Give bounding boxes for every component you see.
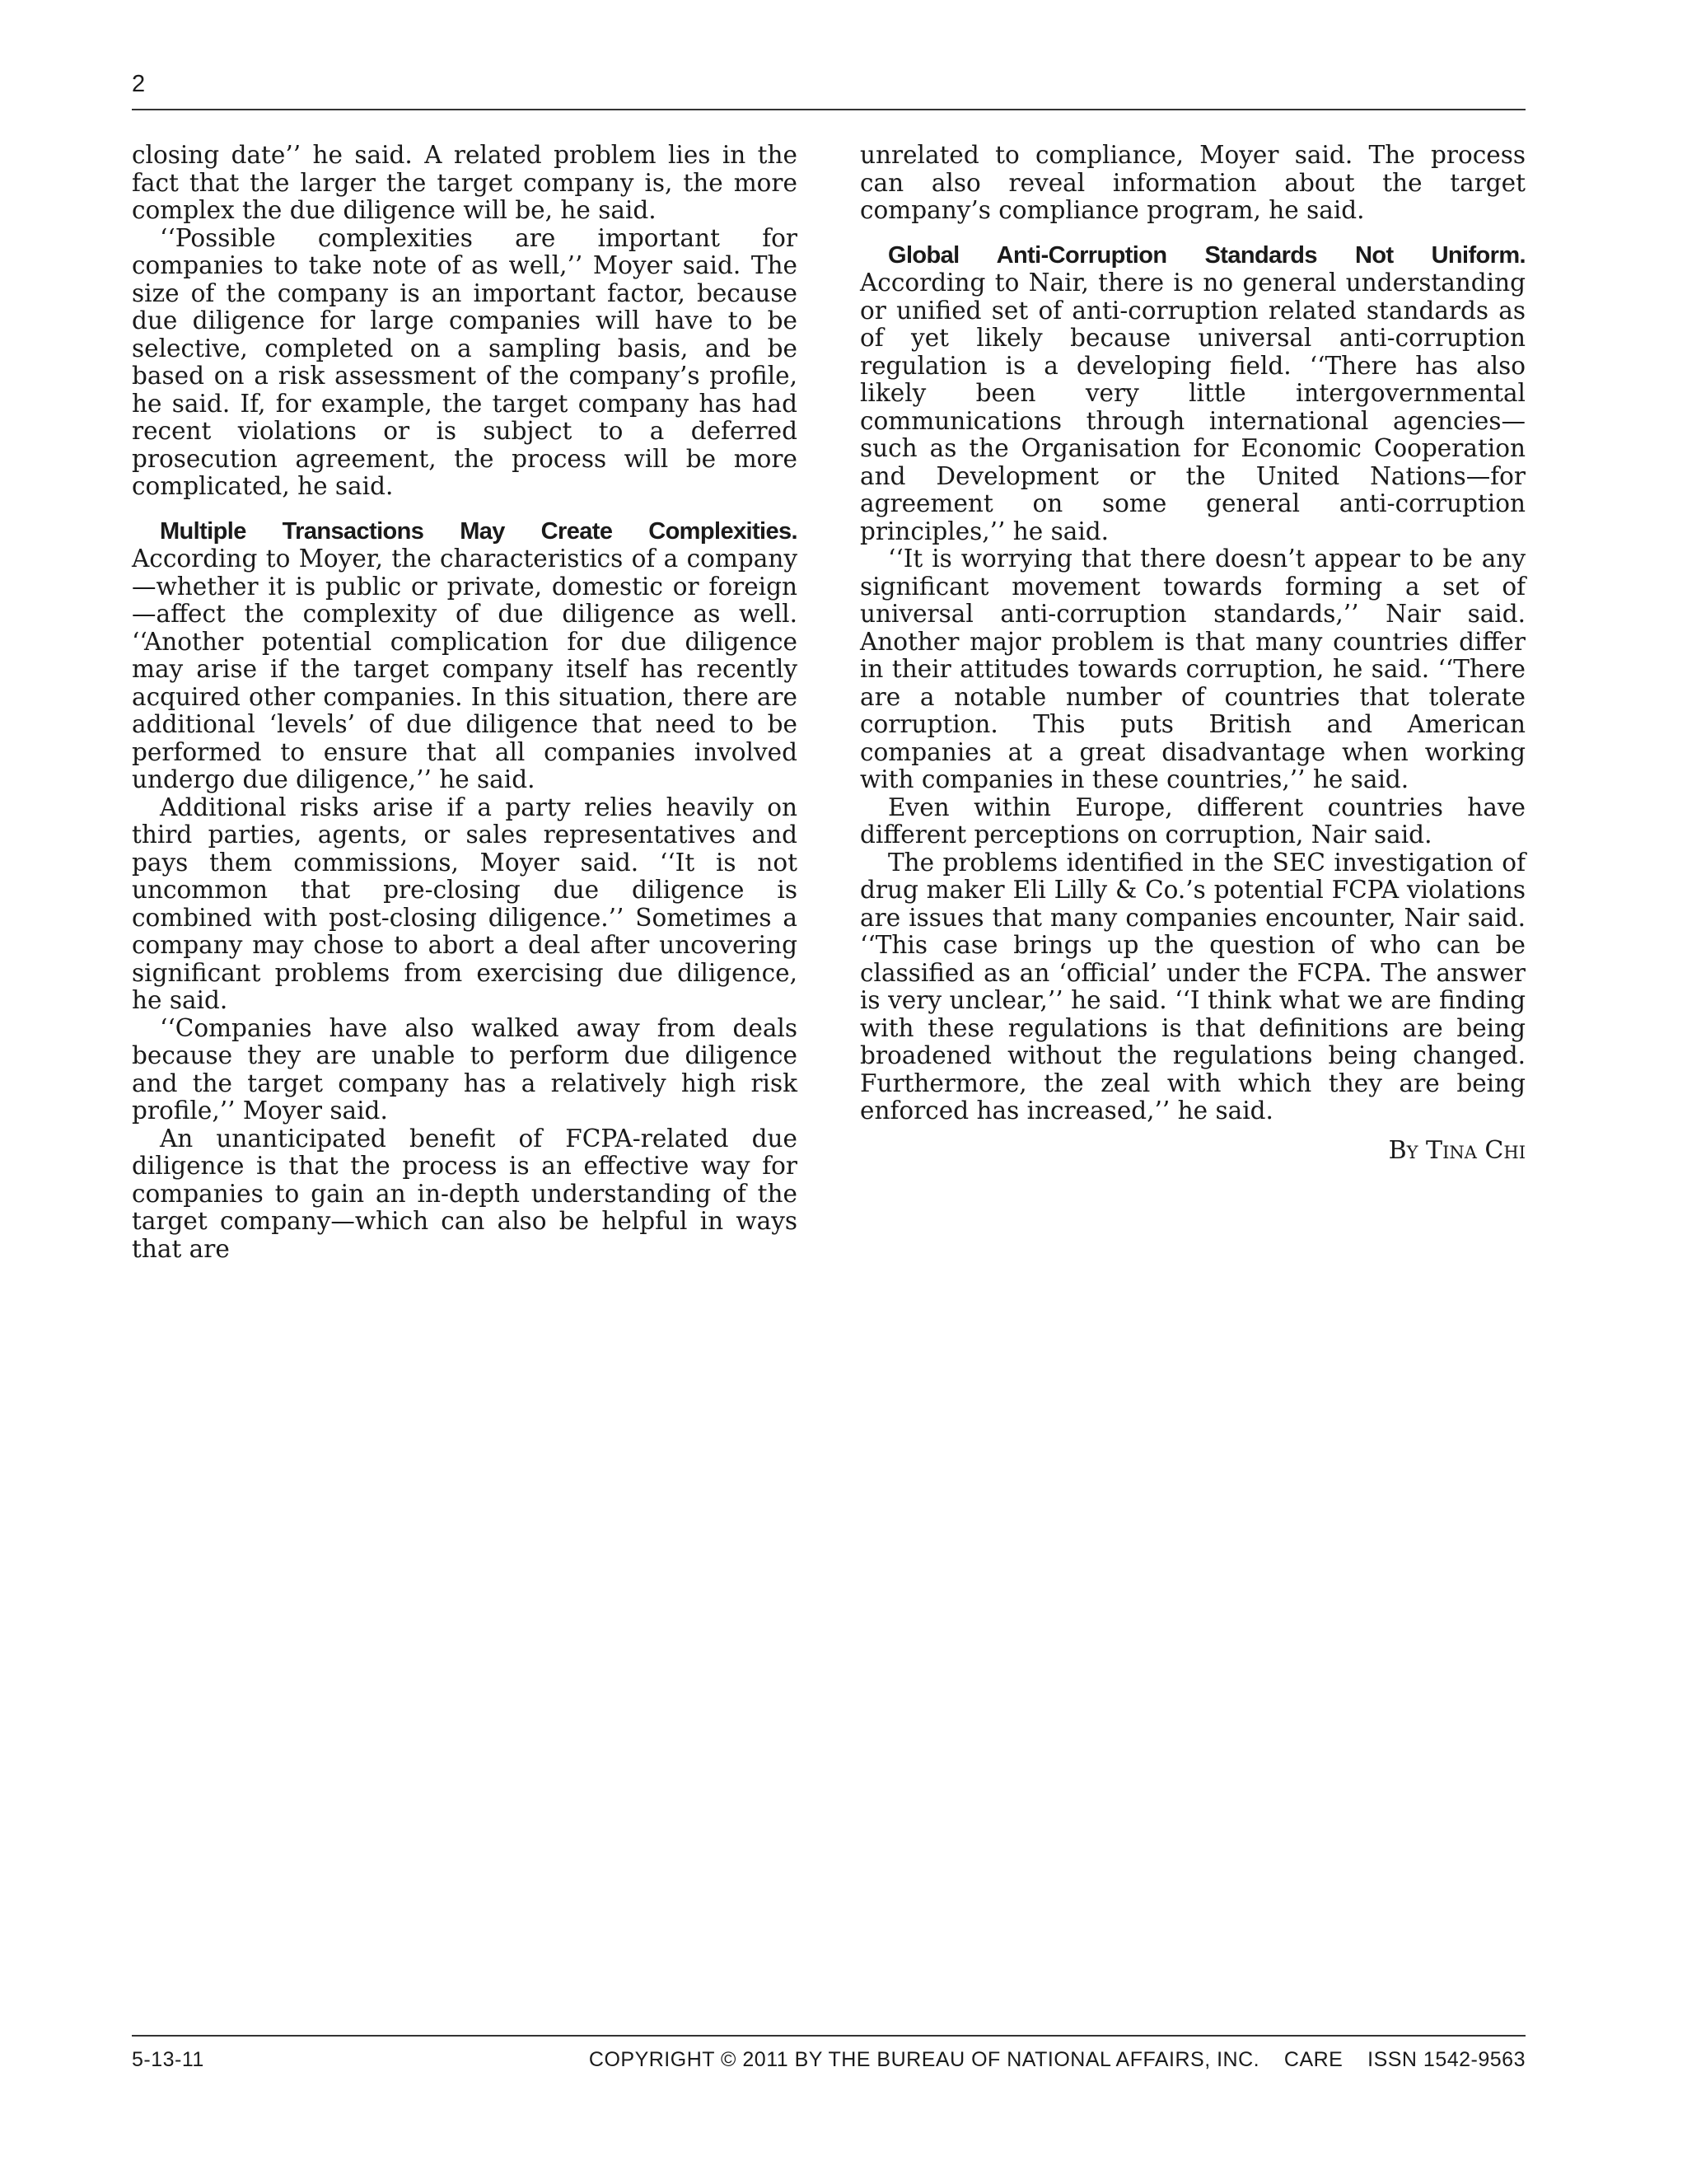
paragraph: ‘‘Companies have also walked away from deals because they are unable to perform due diligence and the target company has a relatively high risk profile,’’ Moyer said. — [132, 1013, 797, 1125]
section-paragraph — [860, 241, 1526, 546]
paragraph: ‘‘It is worrying that there doesn’t appear to be any significant movement towards forming a set of universal anti-corruption standards,’’ Nair said. Another major problem is that many countries differ in their attitudes towards corruption, he said. ‘‘There are a notable number of countries that tolerate corruption. This puts British and American companies at a great disadvantage when working with companies in these countries,’’ he said. — [860, 545, 1526, 793]
paragraph: Additional risks arise if a party relies heavily on third parties, agents, or sales representatives and pays them commissions, Moyer said. ‘‘It is not uncommon that pre-closing due diligence is combined with post-closing diligence.’’ Sometimes a company may chose to abort a deal after uncovering significant problems from exercising due diligence, he said. — [132, 793, 797, 1014]
section-heading: Global Anti-Corruption Standards Not Uniform. — [888, 241, 1526, 269]
paragraph: closing date’’ he said. A related problem lies in the fact that the larger the target company is, the more complex the due diligence will be, he said. — [132, 141, 797, 224]
left-column — [132, 142, 797, 1263]
footer-copyright: COPYRIGHT © 2011 BY THE BUREAU OF NATIONAL AFFAIRS, INC. CARE ISSN 1542-9563 — [588, 2048, 1526, 2071]
footer-rule — [132, 2035, 1526, 2037]
paragraph: ‘‘Possible complexities are important for companies to take note of as well,’’ Moyer said. The size of the company is an important factor, because due diligence for large companies will have to be selective, completed on a sampling basis, and be based on a risk assessment of the company’s profile, he said. If, for example, the target company has had recent violations or is subject to a deferred prosecution agreement, the process will be more complicated, he said. — [132, 223, 797, 500]
section-heading: Multiple Transactions May Create Complexities. — [160, 517, 797, 545]
paragraph: Even within Europe, different countries have different perceptions on corruption, Nair said. — [860, 793, 1526, 849]
paragraph: An unanticipated benefit of FCPA-related due diligence is that the process is an effective way for companies to gain an in-depth understanding of the target company—which can also be helpful in ways that are — [132, 1124, 797, 1263]
section-paragraph — [132, 517, 797, 794]
right-column — [860, 142, 1526, 1164]
footer-date: 5-13-11 — [132, 2048, 204, 2071]
section-text: According to Nair, there is no general understanding or unified set of anti-corruption related standards as of yet likely because universal anti-corruption regulation is a developing field. ‘‘There has also likely been very little intergovernmental communications through international agencies—such as the Organisation for Economic Cooperation and Development or the United Nations—for agreement on some general anti-corruption principles,’’ he said. — [860, 269, 1526, 545]
paragraph: The problems identified in the SEC investigation of drug maker Eli Lilly & Co.’s potential FCPA violations are issues that many companies encounter, Nair said. ‘‘This case brings up the question of who can be classified as an ‘official’ under the FCPA. The answer is very unclear,’’ he said. ‘‘I think what we are finding with these regulations is that definitions are being broadened without the regulations being changed. Furthermore, the zeal with which they are being enforced has increased,’’ he said. — [860, 848, 1526, 1125]
paragraph: unrelated to compliance, Moyer said. The process can also reveal information about the target company’s compliance program, he said. — [860, 141, 1526, 224]
header-rule — [132, 109, 1526, 110]
section-text: According to Moyer, the characteristics of a company—whether it is public or private, domestic or foreign—affect the complexity of due diligence as well. ‘‘Another potential complication for due diligence may arise if the target company itself has recently acquired other companies. In this situation, there are additional ‘levels’ of due diligence that need to be performed to ensure that all companies involved undergo due diligence,’’ he said. — [132, 545, 797, 793]
byline: By Tina Chi — [1388, 1135, 1526, 1165]
page-number: 2 — [132, 71, 146, 97]
